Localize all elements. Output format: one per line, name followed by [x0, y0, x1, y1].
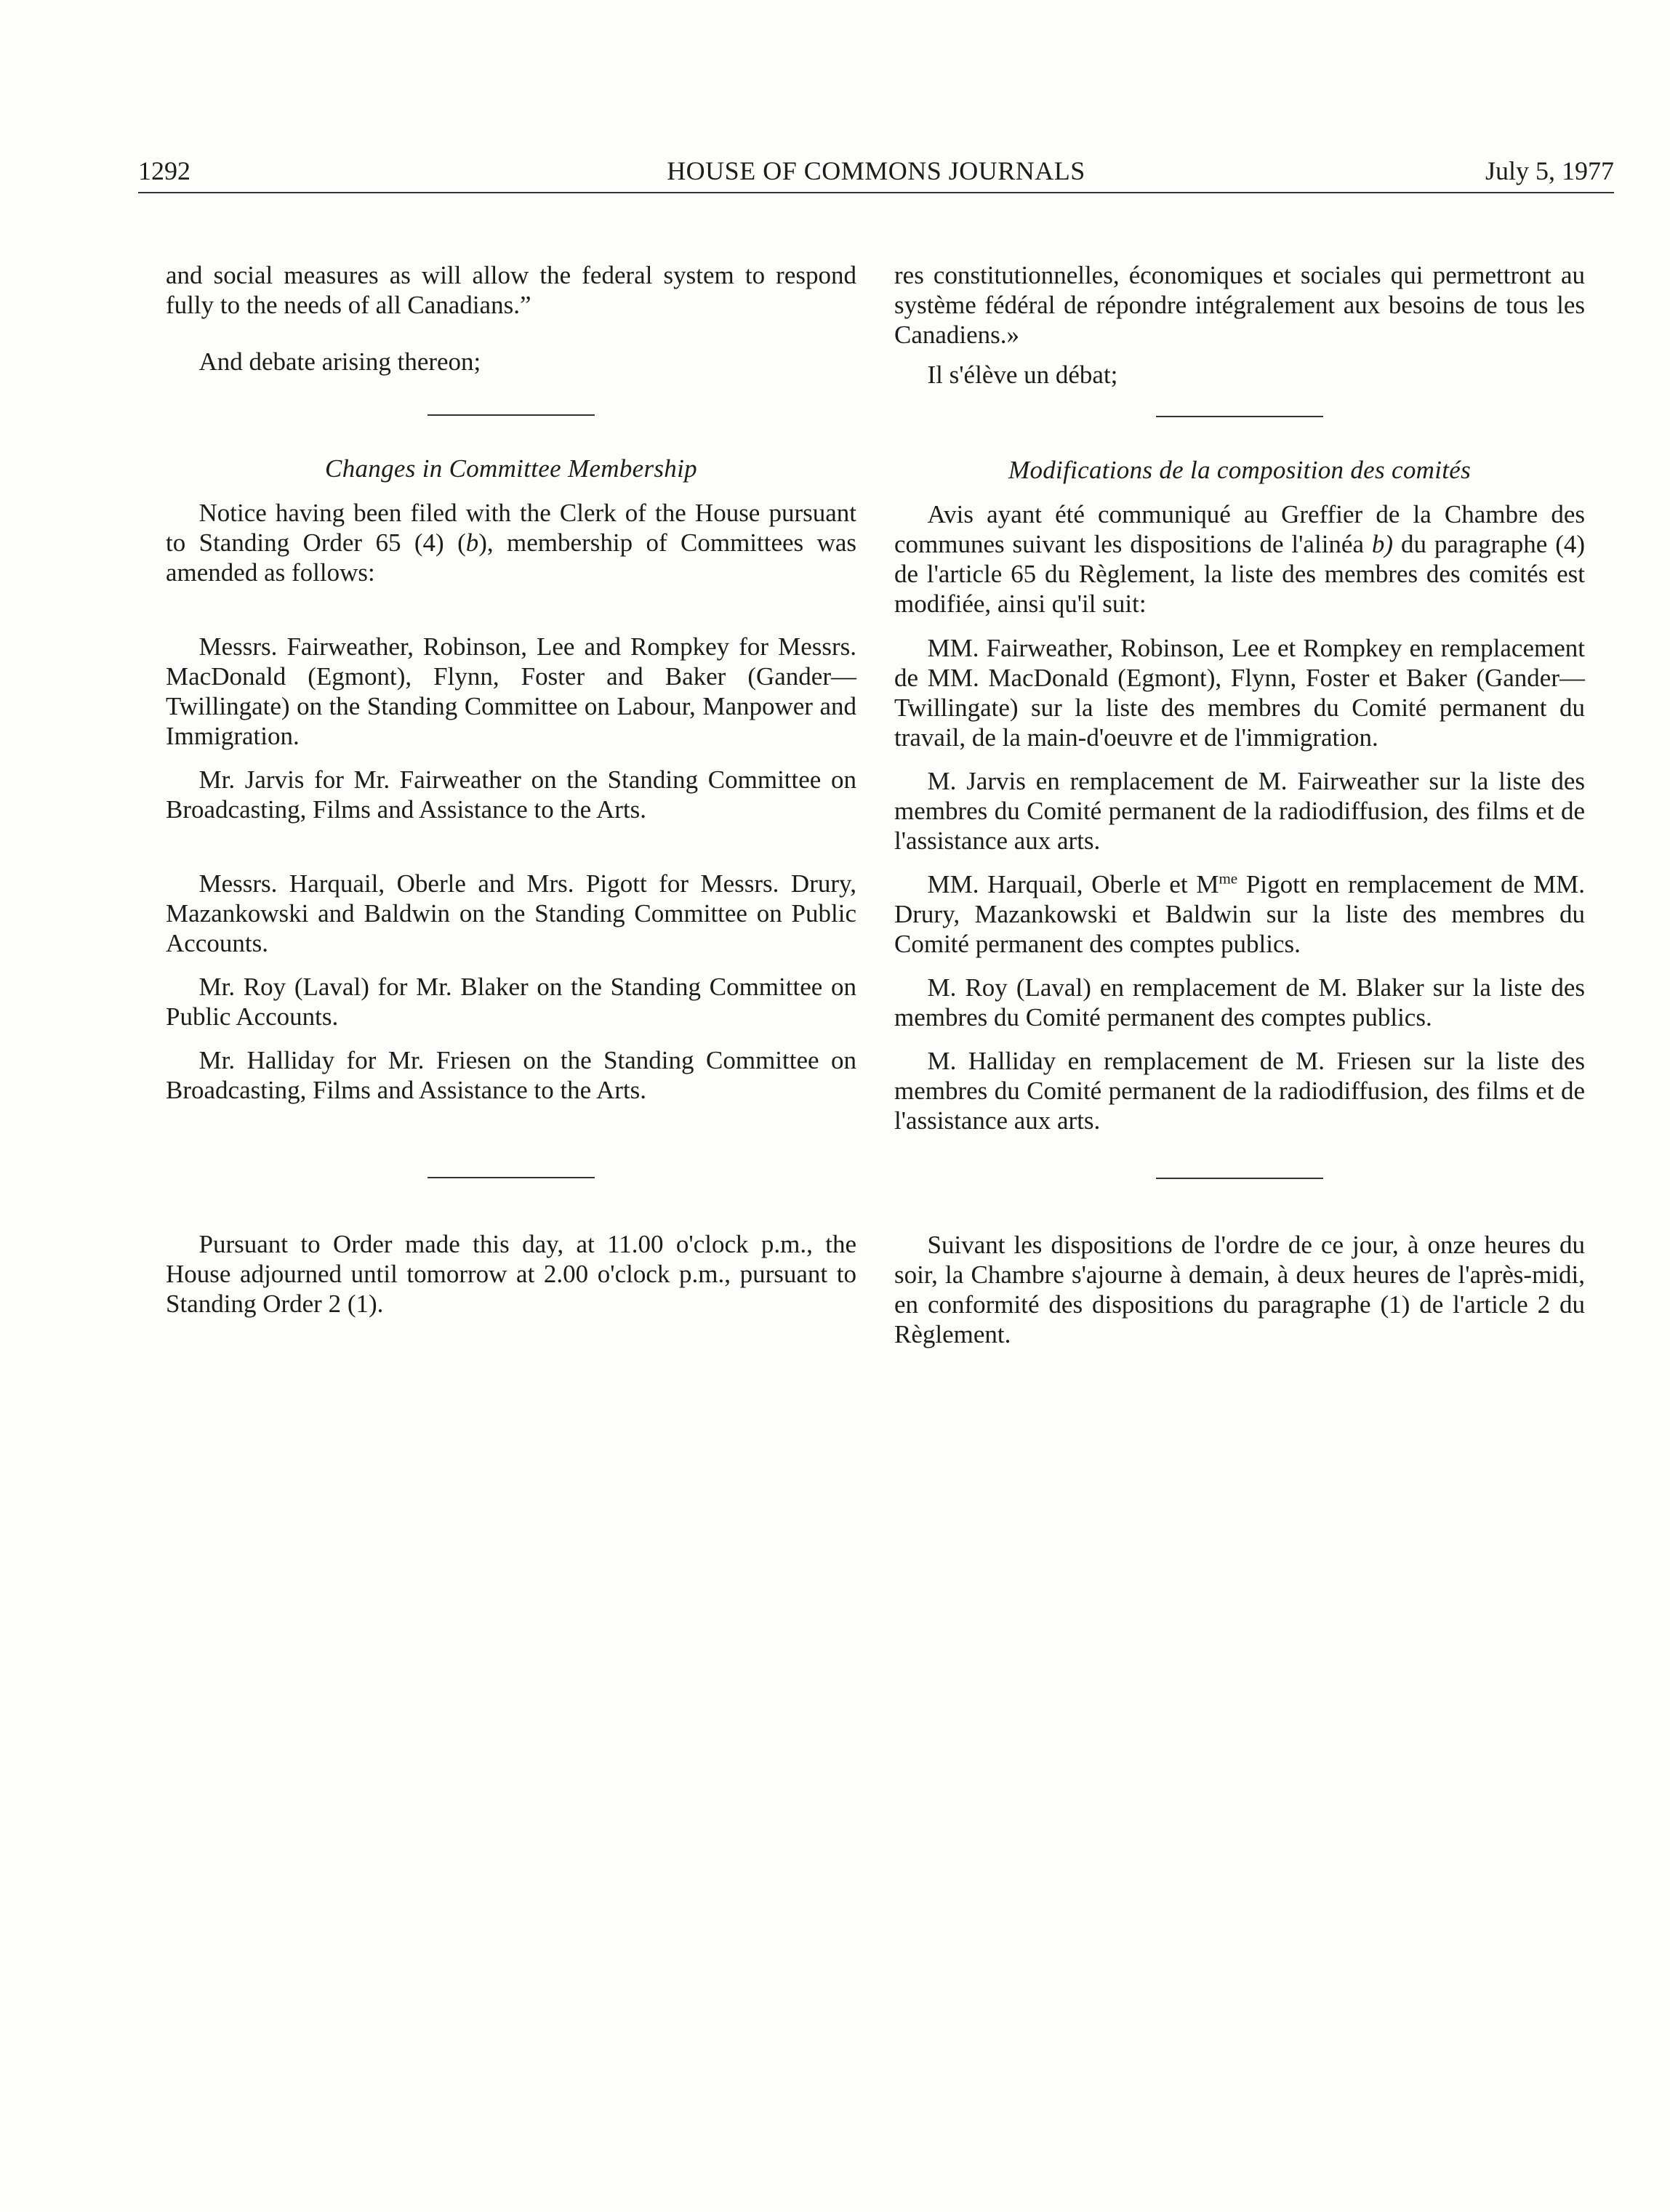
english-debate-paragraph: And debate arising thereon; [198, 347, 481, 376]
section-divider [427, 1177, 595, 1178]
french-membership-change: M. Halliday en remplacement de M. Friesen sur la liste des membres du Comité permanent de la radiodiffusion, des films et de l'assistance aux arts. [894, 1047, 1585, 1135]
french-membership-change: M. Jarvis en remplacement de M. Fairweather sur la liste des membres du Comité permanent de la radiodiffusion, des films et de l'assistance aux arts. [894, 767, 1585, 855]
page-date: July 5, 1977 [1485, 156, 1614, 185]
notice-italic: b) [1371, 530, 1394, 558]
english-notice-paragraph [166, 498, 856, 587]
french-membership-change: M. Roy (Laval) en remplacement de M. Blaker sur la liste des membres du Comité permanent des comptes publics. [894, 973, 1585, 1031]
french-continued-paragraph: res constitutionnelles, économiques et sociales qui permettront au système fédéral de répondre intégralement aux besoins de tous les Canadiens.» [894, 261, 1585, 349]
notice-text: ), membership of Committees was amended as follows: [166, 528, 856, 587]
notice-text: du paragraphe (4) de l'article 65 du Règlement, la liste des membres des comités est modifiée, ainsi qu'il suit: [894, 530, 1585, 618]
change-text: Pigott en remplacement de MM. Drury, Mazankowski et Baldwin sur la liste des membres du Comité permanent des comptes publics. [894, 870, 1585, 958]
french-column [894, 260, 1585, 1349]
french-membership-change [894, 869, 1585, 959]
french-membership-change: MM. Fairweather, Robinson, Lee et Rompkey en remplacement de MM. MacDonald (Egmont), Flynn, Foster et Baker (Gander—Twillingate) sur la liste des membres du Comité permanent du travail, de la main-d'oeuvre et de l'immigration. [894, 634, 1585, 752]
french-section-heading: Modifications de la composition des comités [1008, 456, 1471, 484]
english-membership-change: Mr. Roy (Laval) for Mr. Blaker on the Standing Committee on Public Accounts. [166, 973, 856, 1031]
section-divider [1156, 416, 1323, 417]
english-membership-change: Mr. Halliday for Mr. Friesen on the Standing Committee on Broadcasting, Films and Assistance to the Arts. [166, 1046, 856, 1104]
notice-text: Notice having been filed with the Clerk of the House pursuant to Standing Order 65 (4) ( [166, 499, 856, 557]
english-membership-change: Messrs. Harquail, Oberle and Mrs. Pigott for Messrs. Drury, Mazankowski and Baldwin on the Standing Committee on Public Accounts. [166, 869, 856, 957]
english-column [166, 260, 856, 1319]
page-number: 1292 [138, 156, 190, 185]
page-header [138, 153, 1614, 196]
french-notice-paragraph [894, 499, 1585, 619]
journal-title: HOUSE OF COMMONS JOURNALS [667, 156, 1085, 185]
change-text: MM. Harquail, Oberle et M [927, 870, 1219, 898]
english-membership-change: Messrs. Fairweather, Robinson, Lee and Rompkey for Messrs. MacDonald (Egmont), Flynn, Foster and Baker (Gander—Twillingate) on the Standing Committee on Labour, Manpower and Immigration. [166, 632, 856, 750]
french-adjournment-paragraph: Suivant les dispositions de l'ordre de ce jour, à onze heures du soir, la Chambre s'ajourne à demain, à deux heures de l'après-midi, en conformité des dispositions du paragraphe (1) de l'article 2 du Règlement. [894, 1231, 1585, 1348]
french-debate-paragraph: Il s'élève un débat; [927, 361, 1118, 389]
superscript-abbrev: me [1219, 869, 1238, 888]
notice-text: Avis ayant été communiqué au Greffier de la Chambre des communes suivant les dispositions de l'alinéa [894, 500, 1585, 558]
english-membership-change: Mr. Jarvis for Mr. Fairweather on the Standing Committee on Broadcasting, Films and Assistance to the Arts. [166, 765, 856, 824]
section-divider [1156, 1178, 1323, 1179]
english-continued-paragraph: and social measures as will allow the federal system to respond fully to the needs of all Canadians.” [166, 261, 856, 319]
english-section-heading: Changes in Committee Membership [325, 454, 697, 483]
section-divider [427, 414, 595, 416]
notice-italic: b [465, 528, 479, 557]
english-adjournment-paragraph: Pursuant to Order made this day, at 11.00 o'clock p.m., the House adjourned until tomorrow at 2.00 o'clock p.m., pursuant to Standing Order 2 (1). [166, 1230, 856, 1318]
header-rule [138, 192, 1614, 193]
